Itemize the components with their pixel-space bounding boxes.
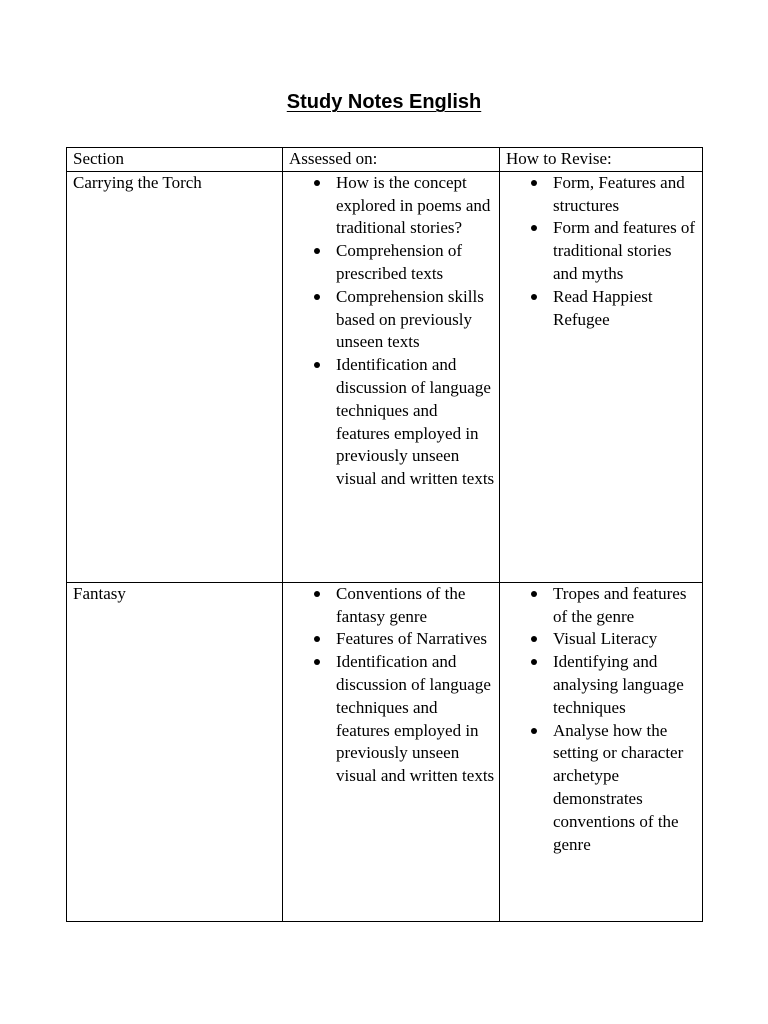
how-to-revise-list <box>506 583 698 857</box>
list-item: Comprehension of prescribed texts <box>336 240 495 286</box>
assessed-on-list <box>289 172 495 491</box>
assessed-on-list <box>289 583 495 788</box>
assessed-on-cell <box>283 171 500 582</box>
how-to-revise-list <box>506 172 698 332</box>
list-item: Comprehension skills based on previously unseen texts <box>336 286 495 354</box>
list-item: How is the concept explored in poems and traditional stories? <box>336 172 495 240</box>
list-item: Conventions of the fantasy genre <box>336 583 495 629</box>
header-assessed-on: Assessed on: <box>283 148 500 172</box>
list-item: Identification and discussion of language techniques and features employed in previously unseen visual and written texts <box>336 651 495 788</box>
how-to-revise-cell <box>500 171 703 582</box>
list-item: Identification and discussion of language techniques and features employed in previously unseen visual and written texts <box>336 354 495 491</box>
list-item: Tropes and features of the genre <box>553 583 698 629</box>
assessed-on-cell <box>283 582 500 921</box>
table-row <box>67 582 703 921</box>
section-cell: Fantasy <box>67 582 283 921</box>
table-row <box>67 171 703 582</box>
table-header-row <box>67 148 703 172</box>
list-item: Form, Features and structures <box>553 172 698 218</box>
page-title: Study Notes English <box>286 91 482 113</box>
study-notes-table <box>66 147 703 922</box>
how-to-revise-cell <box>500 582 703 921</box>
list-item: Form and features of traditional stories and myths <box>553 217 698 285</box>
list-item: Visual Literacy <box>553 628 698 651</box>
list-item: Identifying and analysing language techniques <box>553 651 698 719</box>
list-item: Read Happiest Refugee <box>553 286 698 332</box>
header-how-to-revise: How to Revise: <box>500 148 703 172</box>
section-cell: Carrying the Torch <box>67 171 283 582</box>
list-item: Features of Narratives <box>336 628 495 651</box>
header-section: Section <box>67 148 283 172</box>
list-item: Analyse how the setting or character archetype demonstrates conventions of the genre <box>553 720 698 857</box>
